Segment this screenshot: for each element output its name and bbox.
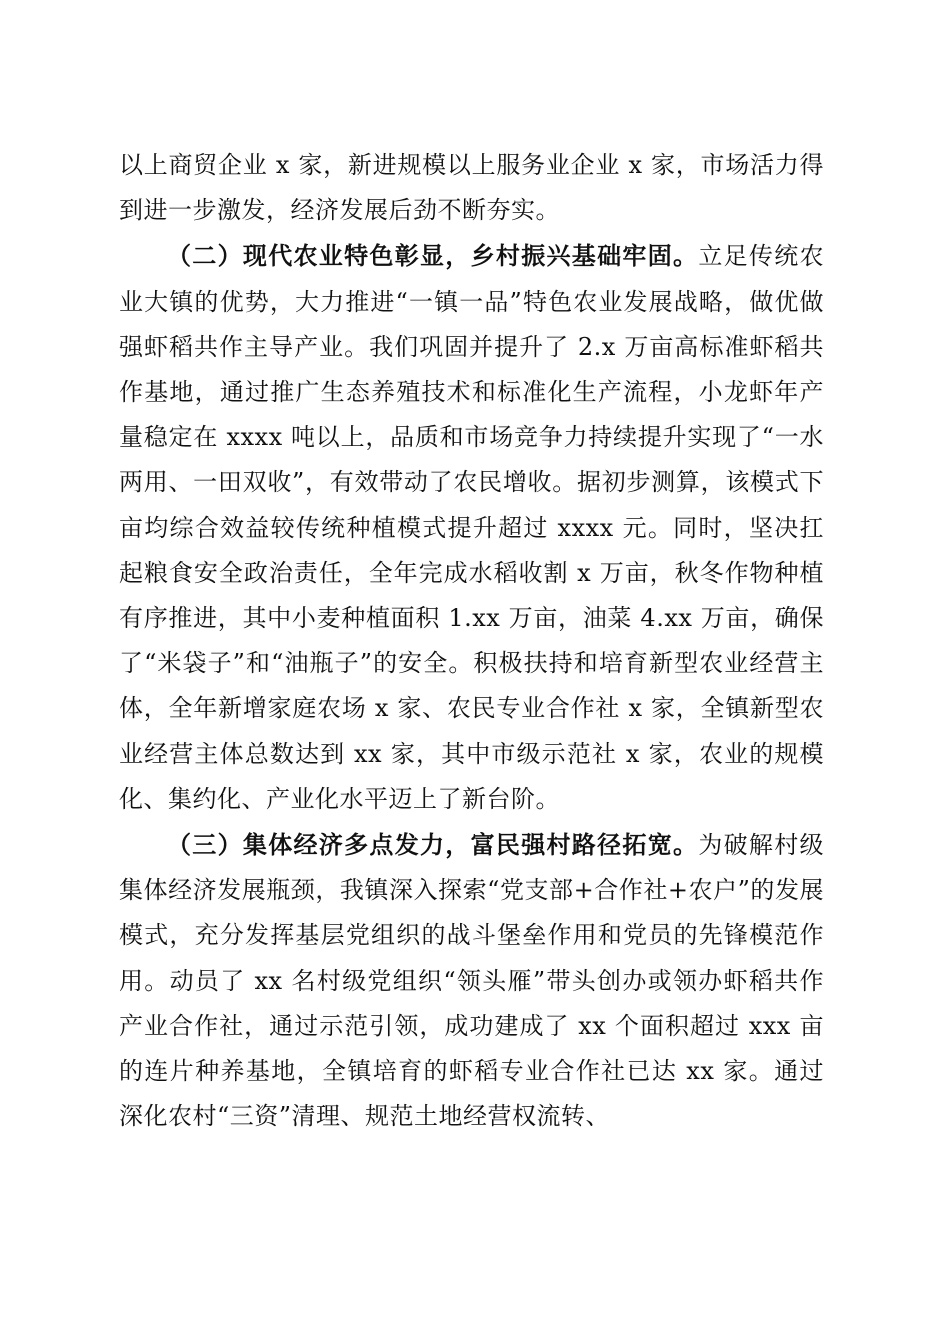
paragraph-2-heading: （二）现代农业特色彰显，乡村振兴基础牢固。 (167, 241, 699, 271)
paragraph-3 (119, 822, 824, 1139)
paragraph-2-text: 立足传统农业大镇的优势，大力推进“一镇一品”特色农业发展战略，做优做强虾稻共作主导产业。我们巩固并提升了 2.x 万亩高标准虾稻共作基地，通过推广生态养殖技术和标准化生产流程，小龙虾年产量稳定在 xxxx 吨以上，品质和市场竞争力持续提升实现了“一水两用、一田双收”，有效带动了农民增收。据初步测算，该模式下亩均综合效益较传统种植模式提升超过 xxxx 元。同时，坚决扛起粮食安全政治责任，全年完成水稻收割 x 万亩，秋冬作物种植有序推进，其中小麦种植面积 1.xx 万亩，油菜 4.xx 万亩，确保了“米袋子”和“油瓶子”的安全。积极扶持和培育新型农业经营主体，全年新增家庭农场 x 家、农民专业合作社 x 家，全镇新型农业经营主体总数达到 xx 家，其中市级示范社 x 家，农业的规模化、集约化、产业化水平迈上了新台阶。 (119, 242, 825, 813)
paragraph-2 (119, 233, 824, 822)
paragraph-1 (119, 142, 824, 233)
document-body (119, 142, 824, 1139)
paragraph-3-heading: （三）集体经济多点发力，富民强村路径拓宽。 (167, 830, 699, 860)
paragraph-1-text: 以上商贸企业 x 家，新进规模以上服务业企业 x 家，市场活力得到进一步激发，经济发展后劲不断夯实。 (119, 151, 824, 225)
paragraph-3-text: 为破解村级集体经济发展瓶颈，我镇深入探索“党支部+合作社+农户”的发展模式，充分发挥基层党组织的战斗堡垒作用和党员的先锋模范作用。动员了 xx 名村级党组织“领头雁”带头创办或领办虾稻共作产业合作社，通过示范引领，成功建成了 xx 个面积超过 xxx 亩的连片种养基地，全镇培育的虾稻专业合作社已达 xx 家。通过深化农村“三资”清理、规范土地经营权流转、 (119, 831, 825, 1131)
